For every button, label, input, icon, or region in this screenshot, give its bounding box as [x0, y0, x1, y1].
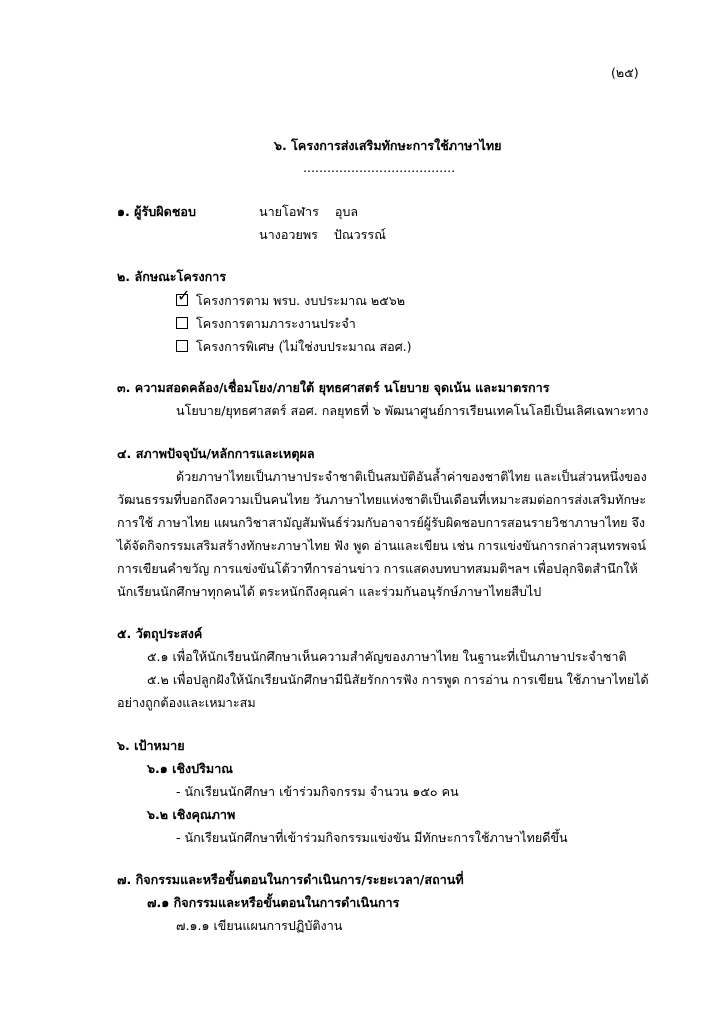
project-type-option-label: โครงการตาม พรบ. งบประมาณ ๒๕๖๒ [196, 293, 406, 308]
empty-checkbox-icon [176, 317, 188, 329]
qualitative-target-heading: ๖.๒ เชิงคุณภาพ [147, 807, 236, 822]
page-number: (๒๕) [611, 65, 639, 80]
project-type-option-1 [176, 286, 406, 308]
empty-checkbox-icon [176, 340, 188, 352]
rationale-line-5: การเขียนคำขวัญ การแข่งขันโต้วาทีการอ่านข่าว การแสดงบทบาทสมมติฯลฯ เพื่อปลุกจิตสำนึกให้ [117, 561, 638, 576]
qualitative-target-item: - นักเรียนนักศึกษาที่เข้าร่วมกิจกรรมแข่งขัน มีทักษะการใช้ภาษาไทยดีขึ้น [176, 830, 568, 845]
rationale-line-3: การใช้ ภาษาไทย แผนกวิชาสามัญสัมพันธ์ร่วมกับอาจารย์ผู้รับผิดชอบการสอนรายวิชาภาษาไทย จึง [117, 515, 646, 530]
activities-subheading: ๗.๑ กิจกรรมและหรือขั้นตอนในการดำเนินการ [147, 895, 400, 910]
quantitative-target-item: - นักเรียนนักศึกษา เข้าร่วมกิจกรรม จำนวน ๑๕๐ คน [176, 784, 459, 799]
activity-item-1: ๗.๑.๑ เขียนแผนการปฏิบัติงาน [176, 918, 343, 933]
project-type-option-3 [176, 340, 412, 354]
document-title: ๖. โครงการส่งเสริมทักษะการใช้ภาษาไทย [274, 138, 502, 153]
rationale-line-6: นักเรียนนักศึกษาทุกคนได้ ตระหนักถึงคุณค่า และร่วมกันอนุรักษ์ภาษาไทยสืบไป [117, 584, 542, 599]
title-underline-dots: ...................................... [303, 160, 456, 175]
section1-heading: ๑. ผู้รับผิดชอบ [117, 204, 196, 219]
section2-heading: ๒. ลักษณะโครงการ [117, 269, 227, 284]
project-type-option-label: โครงการตามภาระงานประจำ [196, 316, 356, 331]
rationale-line-4: ได้จัดกิจกรรมเสริมสร้างทักษะภาษาไทย ฟัง พูด อ่านและเขียน เช่น การแข่งขันการกล่าวสุนทรพจน์ [117, 538, 646, 553]
project-type-option-2 [176, 317, 356, 331]
project-type-option-label: โครงการพิเศษ (ไม่ใช่งบประมาณ สอศ.) [196, 339, 412, 354]
objective-2: ๕.๒ เพื่อปลูกฝังให้นักเรียนนักศึกษามีนิสัยรักการฟัง การพูด การอ่าน การเขียน ใช้ภาษาไทยได้ [147, 672, 649, 687]
rationale-line-2: วัฒนธรรมที่บอกถึงความเป็นคนไทย วันภาษาไทยแห่งชาติเป็นเดือนที่เหมาะสมต่อการส่งเสริมทักษะ [117, 492, 647, 507]
checked-checkbox-icon: ✓ [177, 286, 191, 305]
quantitative-target-heading: ๖.๑ เชิงปริมาณ [147, 761, 233, 776]
rationale-line-1: ด้วยภาษาไทยเป็นภาษาประจำชาติเป็นสมบัติอันล้ำค่าของชาติไทย และเป็นส่วนหนึ่งของ [176, 469, 647, 484]
section4-heading: ๔. สภาพปัจจุบัน/หลักการและเหตุผล [117, 446, 315, 461]
section3-heading: ๓. ความสอดคล้อง/เชื่อมโยง/ภายใต้ ยุทธศาสตร์ นโยบาย จุดเน้น และมาตรการ [117, 380, 550, 395]
section5-heading: ๕. วัตถุประสงค์ [117, 626, 203, 641]
responsible-person-2: นางอวยพร ปัณวรรณ์ [259, 227, 386, 242]
objective-2-continued: อย่างถูกต้องและเหมาะสม [117, 695, 256, 710]
section7-heading: ๗. กิจกรรมและหรือขั้นตอนในการดำเนินการ/ระยะเวลา/สถานที่ [117, 872, 464, 887]
section6-heading: ๖. เป้าหมาย [117, 738, 185, 753]
section3-text: นโยบาย/ยุทธศาสตร์ สอศ. กลยุทธที่ ๖ พัฒนาศูนย์การเรียนเทคโนโลยีเป็นเลิศเฉพาะทาง [176, 403, 649, 418]
objective-1: ๕.๑ เพื่อให้นักเรียนนักศึกษาเห็นความสำคัญของภาษาไทย ในฐานะที่เป็นภาษาประจำชาติ [147, 649, 627, 664]
responsible-person-1: นายโอฬาร อุบล [259, 204, 359, 219]
